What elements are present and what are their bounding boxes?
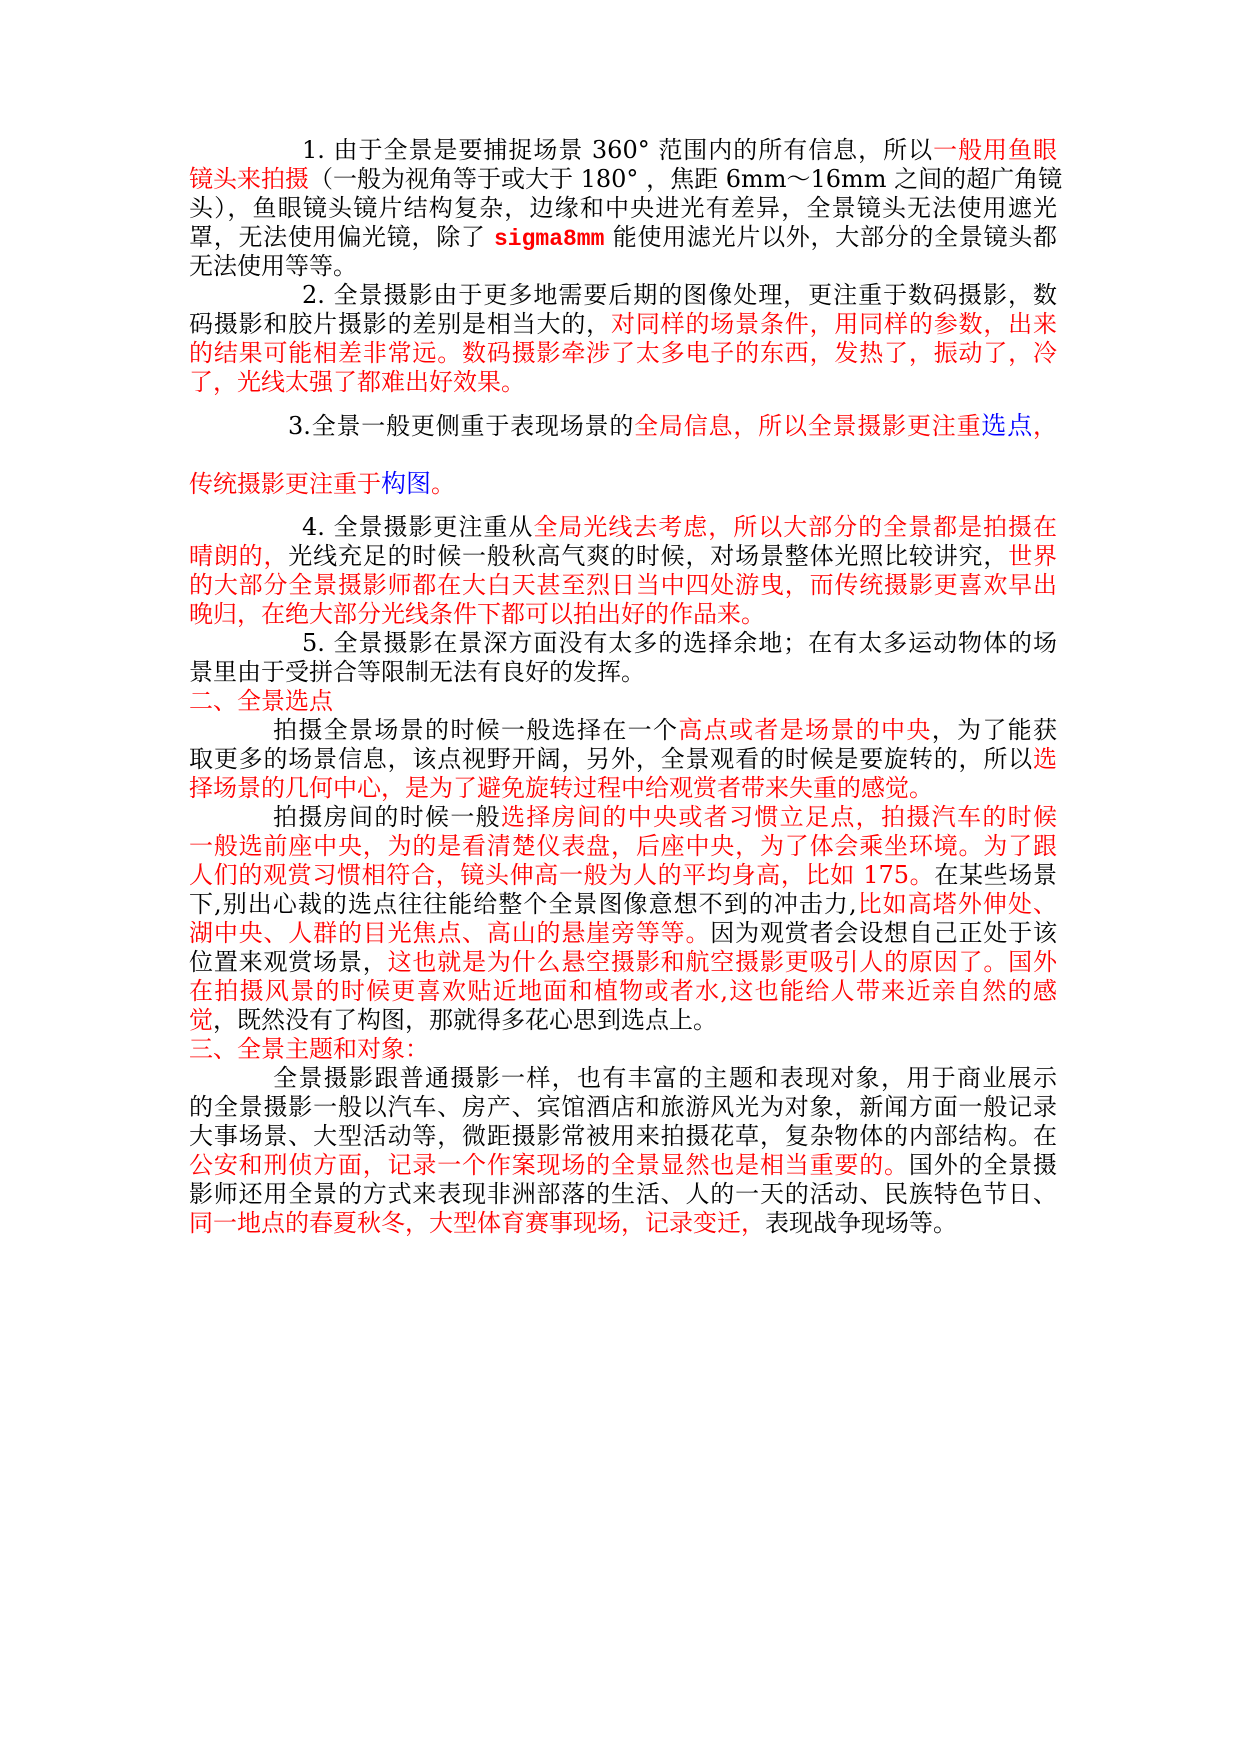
text-line [189, 832, 1057, 861]
text-line [189, 339, 1057, 368]
section-heading-2 [189, 687, 1057, 716]
text-line [189, 513, 1057, 542]
list-item-5 [189, 629, 1057, 687]
text-run: 大事场景、大型活动等，微距摄影常被用来拍摄花草，复杂物体的内部结构。在 [189, 1122, 1057, 1150]
text-run: 拍摄房间的时候一般 [273, 803, 501, 831]
paragraph-viewpoint-2 [189, 803, 1057, 1035]
text-run: 无法使用等等。 [189, 252, 357, 280]
text-run: 的结果可能相差非常远。数码摄影牵涉了太多电子的东西，发热了，振动了，冷 [189, 339, 1057, 367]
text-line [189, 774, 1057, 803]
text-run: 在某些场景 [934, 861, 1057, 889]
text-run: 头），鱼眼镜头镜片结构复杂，边缘和中央进光有差异，全景镜头无法使用遮光 [189, 194, 1057, 222]
text-line [189, 890, 1057, 919]
text-run: 国外的全景摄 [908, 1151, 1058, 1179]
text-line [189, 455, 1057, 513]
text-run: 全局光线去考虑，所以大部分的全景都是拍摄在 [533, 513, 1058, 541]
list-item-3 [189, 397, 1057, 513]
text-run: 湖中央、人群的目光焦点、高山的悬崖旁等等。 [189, 919, 711, 947]
text-line [189, 1006, 1057, 1035]
text-run: 光线充足的时候一般秋高气爽的时候，对场景整体光照比较讲究， [288, 542, 1009, 570]
text-run: 下,别出心裁的选点往往能给整个全景图像意想不到的冲击力, [189, 890, 857, 918]
text-run: 一般选前座中央，为的是看清楚仪表盘，后座中央，为了体会乘坐环境。为了跟 [189, 832, 1057, 860]
text-line [189, 658, 1057, 687]
text-run: 同一地点的春夏秋冬，大型体育赛事现场，记录变迁， [189, 1209, 765, 1237]
text-run: 一般用鱼眼 [933, 136, 1058, 164]
text-run: 择场景的几何中心，是为了避免旋转过程中给观赏者带来失重的感觉。 [189, 774, 933, 802]
text-line [189, 1151, 1057, 1180]
text-line [189, 281, 1057, 310]
paragraph-subjects [189, 1064, 1057, 1238]
text-line [189, 194, 1057, 223]
text-run: （一般为视角等于或大于 180° ，焦距 6mm～16mm 之间的超广角镜 [309, 165, 1063, 193]
text-run: ，既然没有了构图，那就得多花心思到选点上。 [213, 1006, 717, 1034]
text-run: 对同样的场景条件，用同样的参数，出来 [611, 310, 1057, 338]
text-run: 镜头来拍摄 [189, 165, 309, 193]
text-run: 表现战争现场等。 [765, 1209, 957, 1237]
text-line [189, 948, 1057, 977]
text-run: 构图 [381, 469, 432, 498]
text-line [189, 803, 1057, 832]
text-line [189, 397, 1057, 455]
text-run: 世界 [1008, 542, 1058, 570]
text-run: 在拍摄风景的时候更喜欢贴近地面和植物或者水,这也能给人带来近亲自然的感 [189, 977, 1057, 1005]
list-item-2 [189, 281, 1057, 397]
document-body [189, 136, 1063, 1238]
text-run: sigma8mm [493, 226, 605, 252]
text-run: 5. 全景摄影在景深方面没有太多的选择余地；在有太多运动物体的场 [302, 629, 1057, 657]
text-run: 取更多的场景信息，该点视野开阔，另外，全景观看的时候是要旋转的，所以 [189, 745, 1033, 773]
text-run: 晴朗的， [189, 542, 289, 570]
section-heading-3 [189, 1035, 1057, 1064]
text-run: 罩，无法使用偏光镜，除了 [189, 223, 494, 251]
text-run: 觉 [189, 1006, 213, 1034]
text-run: 比如高塔外伸处、 [856, 890, 1057, 918]
text-line [189, 977, 1057, 1006]
text-line [189, 629, 1057, 658]
text-run: 影师还用全景的方式来表现非洲部落的生活、人的一天的活动、民族特色节日、 [189, 1180, 1057, 1208]
text-run: 的大部分全景摄影师都在大白天甚至烈日当中四处游曳，而传统摄影更喜欢早出 [189, 571, 1057, 599]
text-run: 全局信息，所以全景摄影更注重 [634, 412, 982, 440]
text-line [189, 252, 1057, 281]
text-run: 二、全景选点 [189, 687, 333, 715]
text-run: 。 [431, 470, 456, 498]
text-run: 选择房间的中央或者习惯立足点，拍摄汽车的时候 [501, 803, 1057, 831]
text-line [189, 571, 1057, 600]
text-run: 1. 由于全景是要捕捉场景 360° 范围内的所有信息，所以 [302, 136, 934, 164]
text-run: 这也就是为什么悬空摄影和航空摄影更吸引人的原因了。国外 [387, 948, 1058, 976]
text-line [189, 1035, 1057, 1064]
text-run: 了，光线太强了都难出好效果。 [189, 368, 525, 396]
text-run: 3.全景一般更侧重于表现场景的 [288, 412, 635, 440]
text-run: 传统摄影更注重于 [189, 470, 381, 498]
text-run: 三、全景主题和对象： [189, 1035, 429, 1063]
text-line [189, 1209, 1057, 1238]
text-line [189, 542, 1057, 571]
text-run: 码摄影和胶片摄影的差别是相当大的， [189, 310, 611, 338]
text-line [189, 165, 1063, 194]
text-line [189, 136, 1057, 165]
text-run: ，为了能获 [931, 716, 1058, 744]
text-line [189, 1064, 1057, 1093]
text-line [189, 1180, 1057, 1209]
text-run: 全景摄影跟普通摄影一样，也有丰富的主题和表现对象，用于商业展示 [273, 1064, 1057, 1092]
text-line [189, 368, 1057, 397]
text-line [189, 1093, 1057, 1122]
text-run: 公安和刑侦方面，记录一个作案现场的全景显然也是相当重要的。 [189, 1151, 909, 1179]
text-run: 因为观赏者会设想自己正处于该 [710, 919, 1058, 947]
text-line [189, 716, 1057, 745]
text-run: 拍摄全景场景的时候一般选择在一个 [273, 716, 679, 744]
text-run: 位置来观赏场景， [189, 948, 388, 976]
text-run: 2. 全景摄影由于更多地需要后期的图像处理，更注重于数码摄影，数 [302, 281, 1057, 309]
text-run: 的全景摄影一般以汽车、房产、宾馆酒店和旅游风光为对象，新闻方面一般记录 [189, 1093, 1057, 1121]
list-item-1 [189, 136, 1063, 281]
text-line [189, 919, 1057, 948]
text-run: ， [1033, 412, 1057, 440]
text-run: 高点或者是场景的中央 [678, 716, 932, 744]
text-line [189, 310, 1057, 339]
text-line [189, 223, 1057, 252]
text-line [189, 600, 1057, 629]
text-run: 能使用滤光片以外，大部分的全景镜头都 [604, 223, 1057, 251]
text-line [189, 861, 1057, 890]
paragraph-viewpoint-1 [189, 716, 1057, 803]
text-line [189, 745, 1057, 774]
text-run: 选点 [981, 411, 1033, 440]
text-run: 4. 全景摄影更注重从 [302, 513, 534, 541]
text-line [189, 1122, 1057, 1151]
text-line [189, 687, 1057, 716]
text-run: 选 [1033, 745, 1057, 773]
text-run: 晚归，在绝大部分光线条件下都可以拍出好的作品来。 [189, 600, 765, 628]
list-item-4 [189, 513, 1057, 629]
text-run: 人们的观赏习惯相符合，镜头伸高一般为人的平均身高，比如 175。 [189, 861, 935, 889]
text-run: 景里由于受拼合等限制无法有良好的发挥。 [189, 658, 645, 686]
